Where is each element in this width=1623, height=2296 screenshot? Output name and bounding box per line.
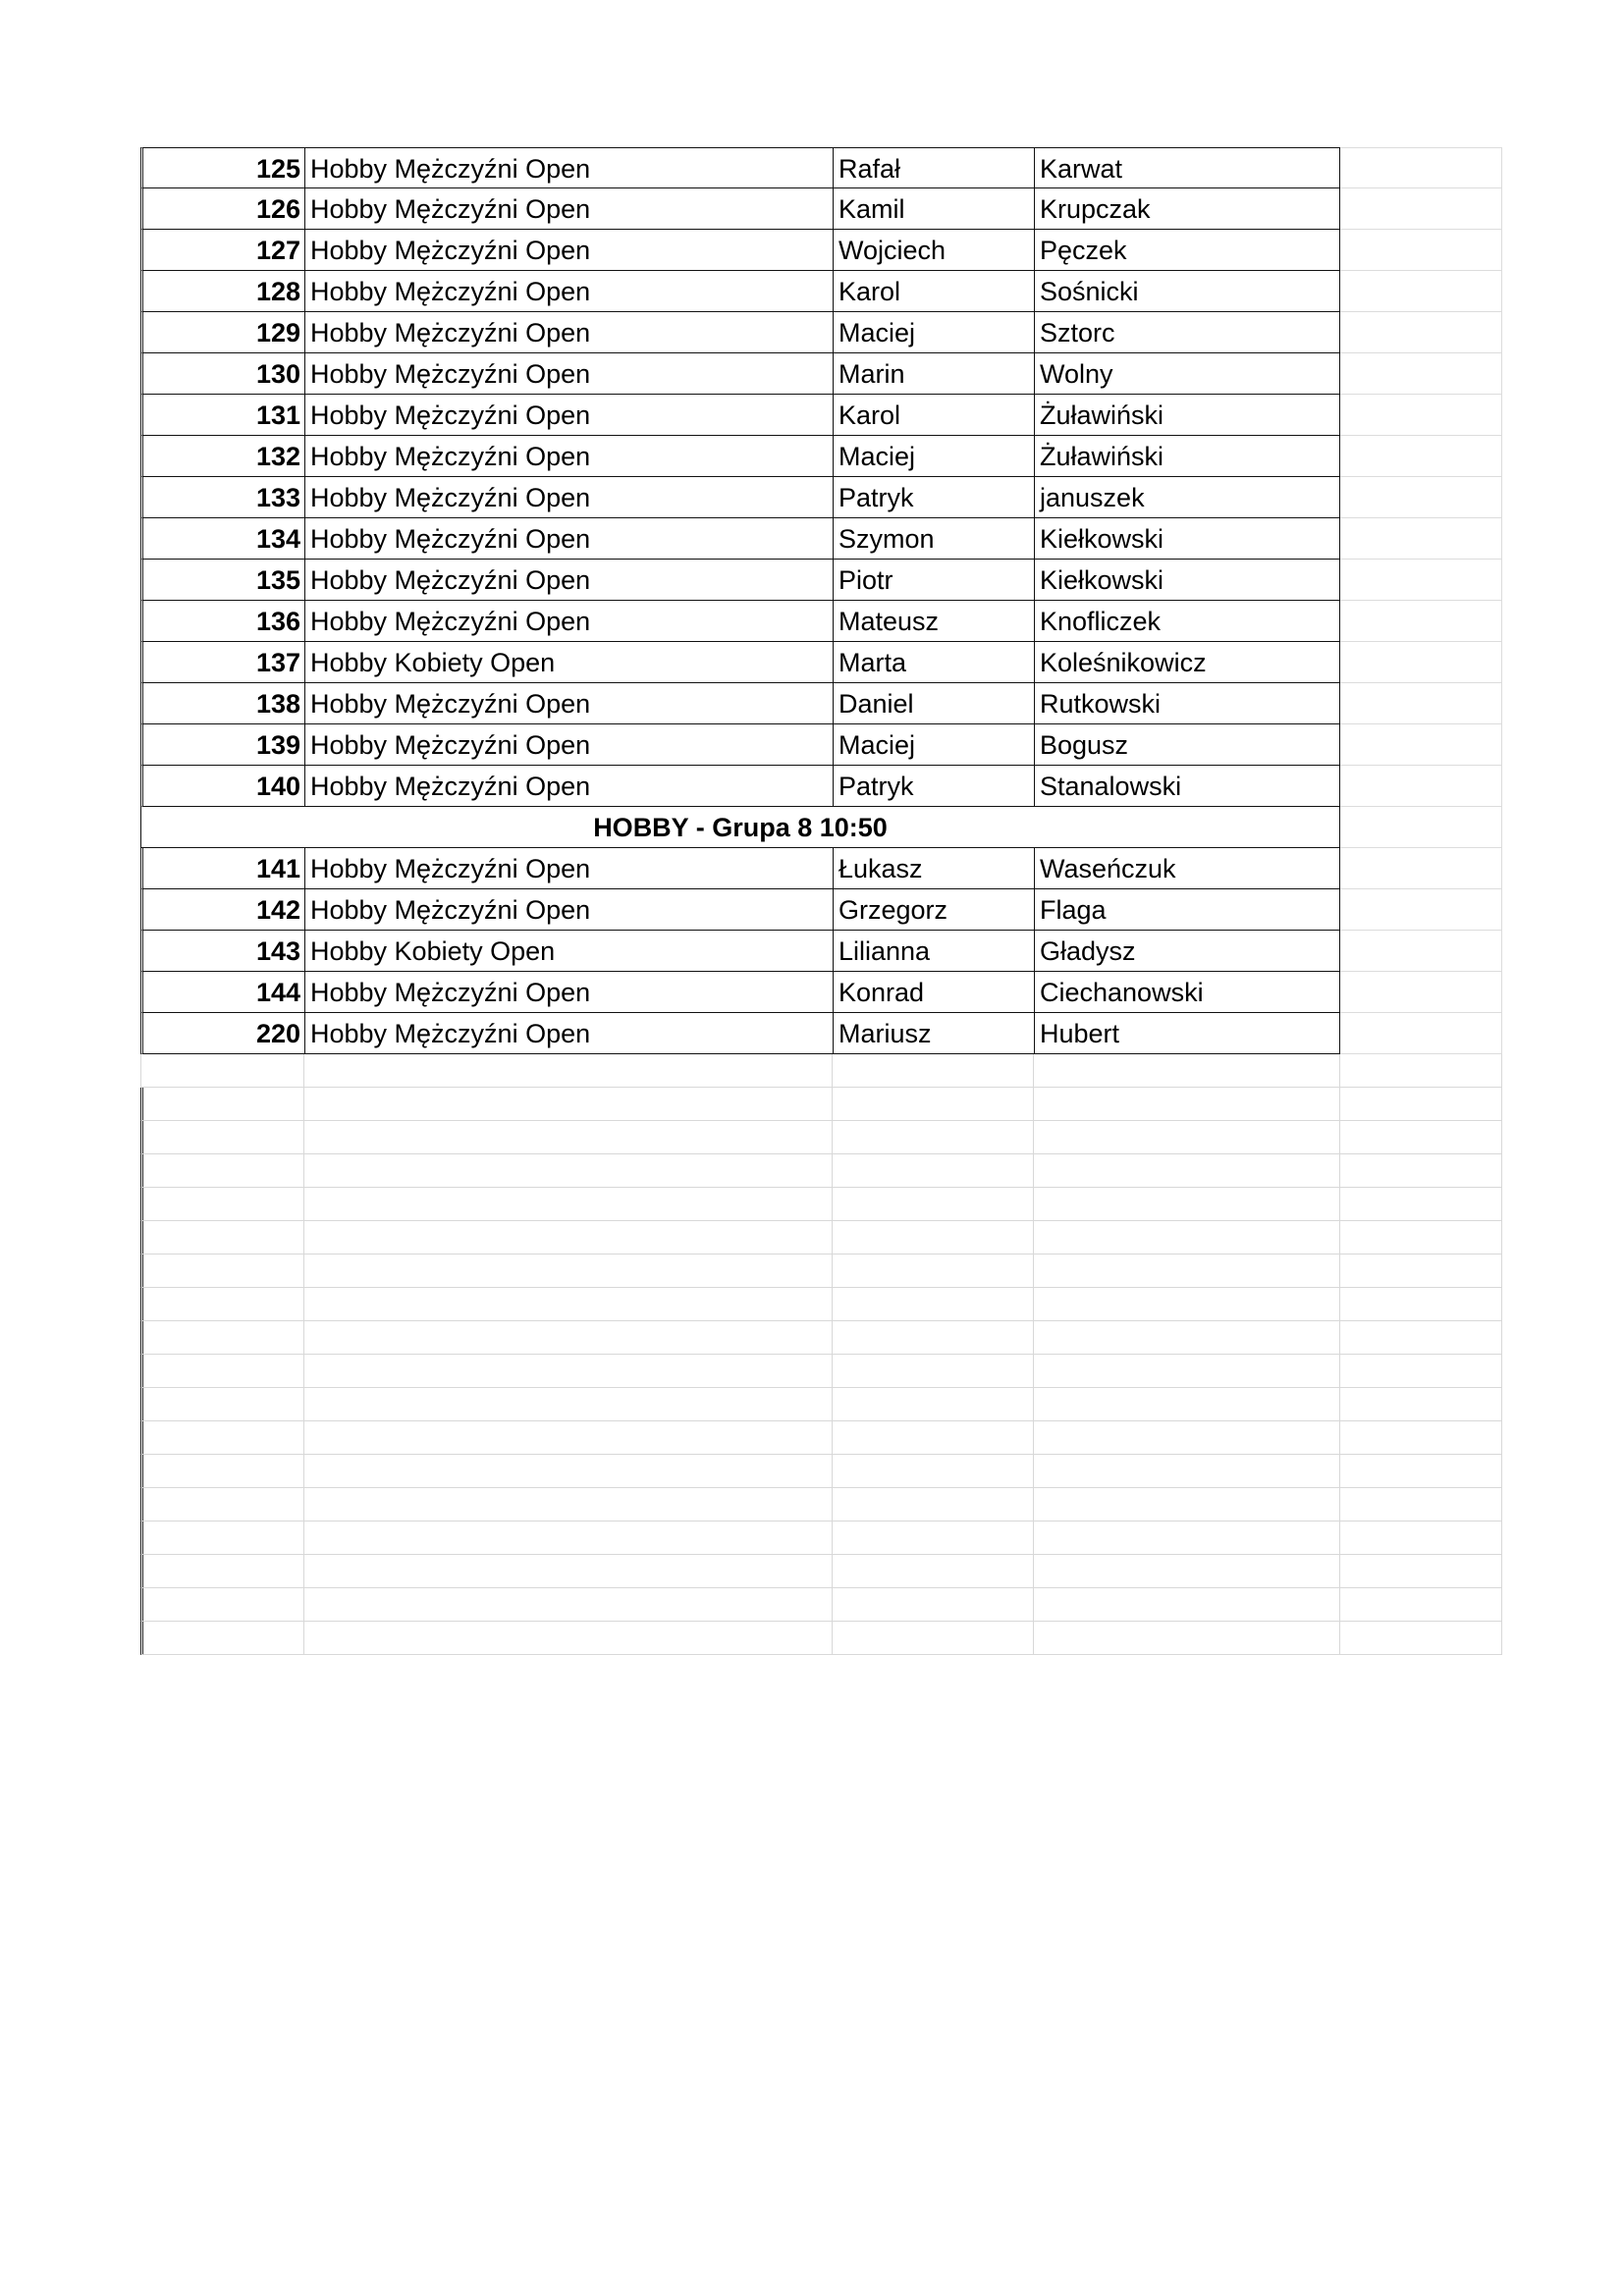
table-row <box>140 1013 1495 1054</box>
first-name: Karol <box>833 395 1034 436</box>
first-name: Łukasz <box>833 848 1034 889</box>
empty-cell <box>140 1288 304 1321</box>
last-name: Sztorc <box>1034 312 1340 353</box>
category: Hobby Mężczyźni Open <box>304 312 833 353</box>
empty-cell <box>1340 889 1502 931</box>
empty-cell <box>833 1054 1034 1088</box>
first-name: Mariusz <box>833 1013 1034 1054</box>
empty-cell <box>1340 724 1502 766</box>
table-row <box>140 230 1495 271</box>
last-name: Koleśnikowicz <box>1034 642 1340 683</box>
empty-cell <box>1340 1522 1502 1555</box>
empty-cell <box>1340 230 1502 271</box>
empty-cell <box>1034 1054 1340 1088</box>
empty-cell <box>1034 1221 1340 1255</box>
empty-cell <box>304 1588 833 1622</box>
empty-cell <box>1340 271 1502 312</box>
first-name: Mateusz <box>833 601 1034 642</box>
empty-cell <box>1340 1154 1502 1188</box>
first-name: Szymon <box>833 518 1034 560</box>
empty-cell <box>1340 1355 1502 1388</box>
start-number: 134 <box>140 518 304 560</box>
start-number: 136 <box>140 601 304 642</box>
empty-cell <box>304 1488 833 1522</box>
empty-cell <box>1034 1555 1340 1588</box>
empty-row <box>140 1355 1495 1388</box>
last-name: Sośnicki <box>1034 271 1340 312</box>
empty-cell <box>1034 1188 1340 1221</box>
empty-cell <box>833 1154 1034 1188</box>
table-row <box>140 353 1495 395</box>
empty-cell <box>304 1121 833 1154</box>
empty-cell <box>833 1121 1034 1154</box>
table-row <box>140 889 1495 931</box>
start-number: 126 <box>140 188 304 230</box>
last-name: Bogusz <box>1034 724 1340 766</box>
group-header-row <box>140 807 1495 848</box>
empty-cell <box>1340 1088 1502 1121</box>
last-name: Stanalowski <box>1034 766 1340 807</box>
start-number: 143 <box>140 931 304 972</box>
last-name: januszek <box>1034 477 1340 518</box>
empty-cell <box>140 1154 304 1188</box>
start-number: 137 <box>140 642 304 683</box>
first-name: Karol <box>833 271 1034 312</box>
table-row <box>140 683 1495 724</box>
empty-row <box>140 1455 1495 1488</box>
table-row <box>140 312 1495 353</box>
category: Hobby Mężczyźni Open <box>304 436 833 477</box>
empty-cell <box>1340 1321 1502 1355</box>
empty-cell <box>1340 1455 1502 1488</box>
empty-cell <box>833 1288 1034 1321</box>
empty-row <box>140 1121 1495 1154</box>
empty-row <box>140 1321 1495 1355</box>
category: Hobby Mężczyźni Open <box>304 353 833 395</box>
empty-row <box>140 1188 1495 1221</box>
empty-cell <box>1340 1221 1502 1255</box>
empty-cell <box>1034 1421 1340 1455</box>
empty-row <box>140 1054 1495 1088</box>
start-number: 133 <box>140 477 304 518</box>
empty-grid <box>140 1054 1495 1655</box>
empty-row <box>140 1388 1495 1421</box>
last-name: Flaga <box>1034 889 1340 931</box>
empty-cell <box>1340 972 1502 1013</box>
first-name: Maciej <box>833 312 1034 353</box>
category: Hobby Mężczyźni Open <box>304 477 833 518</box>
last-name: Knofliczek <box>1034 601 1340 642</box>
empty-cell <box>833 1555 1034 1588</box>
empty-row <box>140 1555 1495 1588</box>
empty-cell <box>304 1054 833 1088</box>
table-row <box>140 560 1495 601</box>
empty-cell <box>1340 683 1502 724</box>
empty-cell <box>1034 1154 1340 1188</box>
start-number: 138 <box>140 683 304 724</box>
empty-cell <box>140 1054 304 1088</box>
empty-row <box>140 1088 1495 1121</box>
last-name: Krupczak <box>1034 188 1340 230</box>
empty-cell <box>1034 1488 1340 1522</box>
empty-row <box>140 1221 1495 1255</box>
start-number: 131 <box>140 395 304 436</box>
empty-cell <box>304 1154 833 1188</box>
empty-cell <box>1340 1421 1502 1455</box>
table-row <box>140 436 1495 477</box>
empty-cell <box>1340 1288 1502 1321</box>
last-name: Hubert <box>1034 1013 1340 1054</box>
empty-cell <box>1034 1321 1340 1355</box>
table-row <box>140 972 1495 1013</box>
empty-cell <box>304 1255 833 1288</box>
category: Hobby Kobiety Open <box>304 642 833 683</box>
empty-cell <box>833 1321 1034 1355</box>
first-name: Daniel <box>833 683 1034 724</box>
empty-cell <box>1034 1455 1340 1488</box>
empty-cell <box>140 1522 304 1555</box>
table-row <box>140 271 1495 312</box>
empty-cell <box>304 1355 833 1388</box>
empty-cell <box>140 1488 304 1522</box>
empty-cell <box>1340 560 1502 601</box>
empty-cell <box>140 1555 304 1588</box>
empty-cell <box>304 1321 833 1355</box>
first-name: Wojciech <box>833 230 1034 271</box>
empty-cell <box>1340 477 1502 518</box>
start-number: 129 <box>140 312 304 353</box>
start-number: 132 <box>140 436 304 477</box>
empty-cell <box>1034 1622 1340 1655</box>
empty-cell <box>833 1488 1034 1522</box>
empty-cell <box>1034 1121 1340 1154</box>
empty-cell <box>304 1622 833 1655</box>
empty-cell <box>304 1088 833 1121</box>
category: Hobby Mężczyźni Open <box>304 560 833 601</box>
first-name: Patryk <box>833 766 1034 807</box>
start-number: 135 <box>140 560 304 601</box>
empty-cell <box>1034 1355 1340 1388</box>
empty-cell <box>304 1288 833 1321</box>
last-name: Kiełkowski <box>1034 560 1340 601</box>
table-row <box>140 931 1495 972</box>
last-name: Rutkowski <box>1034 683 1340 724</box>
empty-cell <box>304 1421 833 1455</box>
empty-cell <box>1340 1054 1502 1088</box>
table-row <box>140 766 1495 807</box>
empty-cell <box>1340 601 1502 642</box>
category: Hobby Mężczyźni Open <box>304 1013 833 1054</box>
start-number: 130 <box>140 353 304 395</box>
empty-cell <box>833 1388 1034 1421</box>
empty-row <box>140 1421 1495 1455</box>
last-name: Kiełkowski <box>1034 518 1340 560</box>
empty-cell <box>140 1088 304 1121</box>
empty-cell <box>1034 1588 1340 1622</box>
empty-cell <box>304 1188 833 1221</box>
first-name: Grzegorz <box>833 889 1034 931</box>
empty-cell <box>140 1421 304 1455</box>
start-number: 141 <box>140 848 304 889</box>
empty-cell <box>833 1188 1034 1221</box>
start-number: 139 <box>140 724 304 766</box>
empty-cell <box>1340 931 1502 972</box>
category: Hobby Mężczyźni Open <box>304 848 833 889</box>
empty-cell <box>1340 518 1502 560</box>
category: Hobby Mężczyźni Open <box>304 601 833 642</box>
last-name: Wolny <box>1034 353 1340 395</box>
empty-cell <box>140 1355 304 1388</box>
category: Hobby Mężczyźni Open <box>304 271 833 312</box>
empty-cell <box>833 1088 1034 1121</box>
empty-cell <box>1340 807 1502 848</box>
empty-cell <box>833 1522 1034 1555</box>
empty-cell <box>304 1555 833 1588</box>
start-list-table <box>140 147 1495 1655</box>
category: Hobby Kobiety Open <box>304 931 833 972</box>
empty-cell <box>1340 766 1502 807</box>
empty-cell <box>833 1588 1034 1622</box>
empty-row <box>140 1154 1495 1188</box>
first-name: Piotr <box>833 560 1034 601</box>
table-row <box>140 601 1495 642</box>
table-row <box>140 477 1495 518</box>
last-name: Gładysz <box>1034 931 1340 972</box>
empty-cell <box>833 1455 1034 1488</box>
category: Hobby Mężczyźni Open <box>304 766 833 807</box>
empty-cell <box>1340 1488 1502 1522</box>
empty-cell <box>304 1522 833 1555</box>
empty-cell <box>833 1421 1034 1455</box>
empty-row <box>140 1588 1495 1622</box>
empty-cell <box>1340 353 1502 395</box>
empty-cell <box>304 1388 833 1421</box>
rows-group-7 <box>140 147 1495 807</box>
empty-cell <box>833 1255 1034 1288</box>
table-row <box>140 395 1495 436</box>
first-name: Konrad <box>833 972 1034 1013</box>
first-name: Marta <box>833 642 1034 683</box>
start-number: 128 <box>140 271 304 312</box>
table-row <box>140 147 1495 188</box>
empty-cell <box>140 1588 304 1622</box>
empty-cell <box>140 1121 304 1154</box>
table-row <box>140 518 1495 560</box>
empty-row <box>140 1488 1495 1522</box>
empty-cell <box>140 1388 304 1421</box>
empty-cell <box>140 1455 304 1488</box>
start-number: 144 <box>140 972 304 1013</box>
empty-cell <box>1340 1255 1502 1288</box>
category: Hobby Mężczyźni Open <box>304 889 833 931</box>
category: Hobby Mężczyźni Open <box>304 724 833 766</box>
empty-cell <box>140 1321 304 1355</box>
empty-cell <box>140 1622 304 1655</box>
table-row <box>140 724 1495 766</box>
first-name: Lilianna <box>833 931 1034 972</box>
last-name: Ciechanowski <box>1034 972 1340 1013</box>
group-header: HOBBY - Grupa 8 10:50 <box>140 807 1340 848</box>
empty-row <box>140 1255 1495 1288</box>
empty-cell <box>1340 1388 1502 1421</box>
rows-group-8 <box>140 848 1495 1054</box>
first-name: Kamil <box>833 188 1034 230</box>
empty-cell <box>1034 1288 1340 1321</box>
empty-cell <box>833 1355 1034 1388</box>
empty-cell <box>1340 436 1502 477</box>
empty-cell <box>1034 1522 1340 1555</box>
table-row <box>140 848 1495 889</box>
empty-cell <box>1340 1588 1502 1622</box>
category: Hobby Mężczyźni Open <box>304 230 833 271</box>
category: Hobby Mężczyźni Open <box>304 188 833 230</box>
table-row <box>140 188 1495 230</box>
empty-cell <box>1340 395 1502 436</box>
empty-cell <box>1340 188 1502 230</box>
empty-cell <box>1340 1121 1502 1154</box>
empty-cell <box>1340 312 1502 353</box>
last-name: Żuławiński <box>1034 436 1340 477</box>
first-name: Rafał <box>833 147 1034 188</box>
category: Hobby Mężczyźni Open <box>304 972 833 1013</box>
empty-cell <box>1340 1622 1502 1655</box>
empty-row <box>140 1288 1495 1321</box>
empty-cell <box>833 1221 1034 1255</box>
start-number: 220 <box>140 1013 304 1054</box>
empty-cell <box>1034 1388 1340 1421</box>
category: Hobby Mężczyźni Open <box>304 395 833 436</box>
empty-cell <box>1340 848 1502 889</box>
first-name: Maciej <box>833 724 1034 766</box>
table-row <box>140 642 1495 683</box>
empty-cell <box>140 1221 304 1255</box>
last-name: Waseńczuk <box>1034 848 1340 889</box>
last-name: Pęczek <box>1034 230 1340 271</box>
last-name: Karwat <box>1034 147 1340 188</box>
category: Hobby Mężczyźni Open <box>304 683 833 724</box>
empty-cell <box>140 1188 304 1221</box>
first-name: Patryk <box>833 477 1034 518</box>
start-number: 140 <box>140 766 304 807</box>
empty-cell <box>1340 642 1502 683</box>
first-name: Maciej <box>833 436 1034 477</box>
empty-cell <box>1340 147 1502 188</box>
start-number: 125 <box>140 147 304 188</box>
start-number: 142 <box>140 889 304 931</box>
start-number: 127 <box>140 230 304 271</box>
empty-cell <box>1034 1255 1340 1288</box>
empty-cell <box>1340 1555 1502 1588</box>
empty-row <box>140 1622 1495 1655</box>
empty-cell <box>304 1221 833 1255</box>
empty-cell <box>833 1622 1034 1655</box>
category: Hobby Mężczyźni Open <box>304 518 833 560</box>
empty-cell <box>140 1255 304 1288</box>
empty-cell <box>1340 1013 1502 1054</box>
empty-cell <box>304 1455 833 1488</box>
empty-row <box>140 1522 1495 1555</box>
last-name: Żuławiński <box>1034 395 1340 436</box>
category: Hobby Mężczyźni Open <box>304 147 833 188</box>
empty-cell <box>1034 1088 1340 1121</box>
empty-cell <box>1340 1188 1502 1221</box>
first-name: Marin <box>833 353 1034 395</box>
